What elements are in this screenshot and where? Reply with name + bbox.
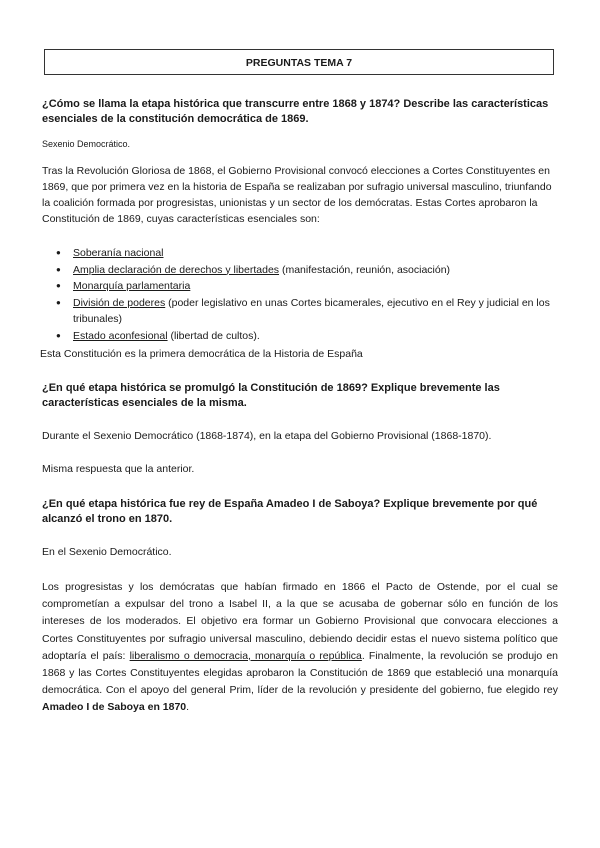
list-item-term: Monarquía parlamentaria	[73, 280, 191, 292]
list-item-term: División de poderes	[73, 296, 166, 309]
list-item-detail: (poder legislativo en unas Cortes bicamerales, ejecutivo en el Rey y judicial en los tribunales)	[73, 296, 550, 325]
list-item	[56, 262, 558, 279]
king-highlight: Amadeo I de Saboya en 1870	[42, 701, 187, 714]
list-item	[56, 328, 558, 345]
list-item	[56, 245, 558, 262]
answer-1-short: Sexenio Democrático.	[42, 139, 131, 149]
paragraph-text: Los progresistas y los demócratas que habían firmado en 1866 el Pacto de Ostende, por el cual se comprometían a expulsar del trono a Isabel II, a la que se acusaba de gobernar sólo en función de los intereses de los moderados. El objetivo era formar un Gobierno Provisional que convocara elecciones a Cortes Constituyentes por sufragio universal masculino, debiendo decidir estas el nuevo sistema político que adoptaría el país:	[42, 581, 558, 662]
question-2: ¿En qué etapa histórica se promulgó la Constitución de 1869? Explique brevemente las características esenciales de la misma.	[42, 382, 500, 409]
list-item-detail: (manifestación, reunión, asociación)	[279, 263, 451, 276]
list-item-term: Estado aconfesional	[73, 329, 168, 342]
answer-1-paragraph: Tras la Revolución Gloriosa de 1868, el Gobierno Provisional convocó elecciones a Cortes Constituyentes en 1869, que por primera vez en la historia de España se realizaban por sufragio universal masculino, triunfando la coalición formada por progresistas, unionistas y un sector de los demócratas. Estas Cortes aprobaron la Constitución de 1869, cuyas características esenciales son:	[42, 165, 552, 225]
question-3: ¿En qué etapa histórica fue rey de España Amadeo I de Saboya? Explique brevemente por qué alcanzó el trono en 1870.	[42, 498, 538, 525]
list-item-detail: (libertad de cultos).	[167, 329, 260, 342]
list-item-term: Soberanía nacional	[73, 247, 164, 259]
political-options: liberalismo o democracia, monarquía o república	[129, 649, 362, 662]
answer-3-short: En el Sexenio Democrático.	[42, 546, 172, 558]
paragraph-text: . Finalmente, la revolución se produjo en 1868 y las Cortes Constituyentes elegidas aprobaron la Constitución de 1869 que estableció una monarquía democrática. Con el apoyo del general Prim, líder de la revolución y presidente del gobierno, fue elegido rey	[42, 649, 559, 697]
characteristics-list	[56, 245, 558, 344]
answer-2: Durante el Sexenio Democrático (1868-1874), en la etapa del Gobierno Provisional (1868-1870).	[42, 430, 492, 442]
answer-3-paragraph	[42, 579, 558, 717]
answer-2-note: Misma respuesta que la anterior.	[42, 463, 195, 475]
answer-1-closing: Esta Constitución es la primera democrática de la Historia de España	[40, 348, 363, 360]
question-1: ¿Cómo se llama la etapa histórica que transcurre entre 1868 y 1874? Describe las características esenciales de la constitución democrática de 1869.	[42, 98, 549, 125]
list-item-term: Amplia declaración de derechos y libertades	[73, 263, 280, 276]
list-item	[56, 278, 558, 295]
paragraph-text: .	[186, 701, 190, 714]
list-item	[56, 295, 558, 328]
page-title: PREGUNTAS TEMA 7	[44, 49, 554, 75]
